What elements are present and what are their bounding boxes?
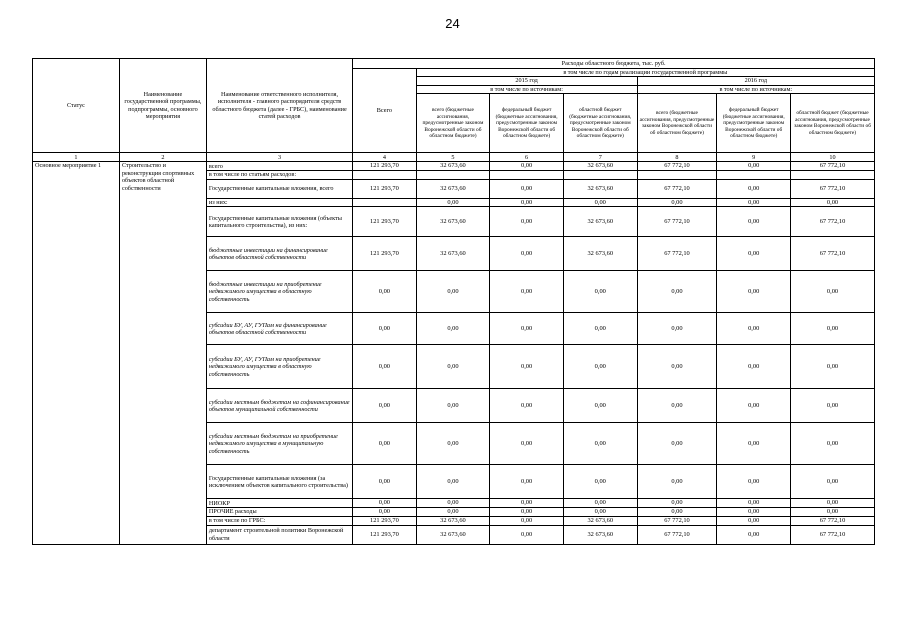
row-label: бюджетные инвестиции на приобретение недвижимого имущества в областную собственность [206,271,352,313]
value-cell: 0,00 [717,313,791,345]
value-cell: 0,00 [791,465,875,499]
value-cell: 0,00 [416,313,490,345]
value-cell [416,171,490,179]
value-cell: 67 772,10 [791,516,875,525]
value-cell: 67 772,10 [637,525,717,544]
value-cell: 0,00 [353,271,416,313]
row-label: субсидии местным бюджетам на софинансирование объектов муниципальной собственности [206,389,352,423]
value-cell: 0,00 [717,465,791,499]
by-years-header: в том числе по годам реализации государственной программы [416,69,874,77]
row-label: бюджетные инвестиции на финансирование объектов областной собственности [206,237,352,271]
value-cell [637,171,717,179]
col-number: 7 [563,153,637,162]
value-cell: 0,00 [416,345,490,389]
value-cell: 67 772,10 [637,179,717,198]
value-cell: 0,00 [490,198,564,207]
value-cell: 0,00 [717,207,791,237]
value-cell: 0,00 [490,499,564,508]
value-cell: 32 673,60 [416,237,490,271]
row-label: субсидии местным бюджетам на приобретение недвижимого имущества в муниципальную собственность [206,423,352,465]
value-cell: 0,00 [490,465,564,499]
col-number: 3 [206,153,352,162]
row-label: НИОКР [206,499,352,508]
value-cell [717,171,791,179]
value-cell: 121 293,70 [353,162,416,171]
col-number: 4 [353,153,416,162]
value-cell: 0,00 [353,389,416,423]
value-cell: 0,00 [717,389,791,423]
col-number: 9 [717,153,791,162]
value-cell: 0,00 [416,508,490,517]
value-cell: 121 293,70 [353,207,416,237]
value-cell: 67 772,10 [791,162,875,171]
value-cell: 0,00 [637,508,717,517]
value-cell: 0,00 [490,525,564,544]
value-cell: 67 772,10 [637,516,717,525]
regional-2015-header: областной бюджет (бюджетные ассигнования, предусмотренные законом Воронежской области об областном бюджете) [563,94,637,153]
col-number: 8 [637,153,717,162]
value-cell: 0,00 [717,345,791,389]
value-cell: 0,00 [791,345,875,389]
row-label: субсидии БУ, АУ, ГУПам на приобретение недвижимого имущества в областную собственность [206,345,352,389]
value-cell: 0,00 [490,389,564,423]
value-cell: 0,00 [717,237,791,271]
value-cell: 32 673,60 [563,516,637,525]
value-cell: 0,00 [563,423,637,465]
value-cell: 121 293,70 [353,516,416,525]
value-cell: 0,00 [717,499,791,508]
value-cell: 0,00 [791,271,875,313]
value-cell: 0,00 [563,198,637,207]
value-cell: 0,00 [717,508,791,517]
federal-2016-header: федеральный бюджет (бюджетные ассигнования, предусмотренные законом Воронежской области об областном бюджете) [717,94,791,153]
value-cell [791,171,875,179]
value-cell: 32 673,60 [563,179,637,198]
value-cell: 0,00 [637,198,717,207]
value-cell [353,198,416,207]
row-label: Государственные капитальные вложения (за исключением объектов капитального строительства) [206,465,352,499]
value-cell: 0,00 [353,508,416,517]
sources-2016-header: в том числе по источникам: [637,85,874,93]
row-label: департамент строительной политики Воронежской области [206,525,352,544]
col-number: 5 [416,153,490,162]
value-cell: 0,00 [637,313,717,345]
row-label: ПРОЧИЕ расходы [206,508,352,517]
value-cell: 67 772,10 [637,237,717,271]
value-cell: 0,00 [791,313,875,345]
value-cell: 0,00 [717,162,791,171]
value-cell [353,171,416,179]
value-cell: 32 673,60 [416,516,490,525]
value-cell: 0,00 [563,313,637,345]
value-cell: 0,00 [637,465,717,499]
total-2016-header: всего (бюджетные ассигнования, предусмотренные законом Воронежской области об областном бюджете) [637,94,717,153]
value-cell: 0,00 [563,345,637,389]
value-cell: 0,00 [490,271,564,313]
value-cell: 32 673,60 [563,237,637,271]
value-cell: 0,00 [637,271,717,313]
page-number: 24 [445,16,460,31]
value-cell: 0,00 [353,423,416,465]
value-cell: 67 772,10 [791,525,875,544]
value-cell: 0,00 [717,179,791,198]
value-cell: 67 772,10 [637,207,717,237]
value-cell: 67 772,10 [791,179,875,198]
value-cell: 67 772,10 [791,237,875,271]
row-label: всего [206,162,352,171]
value-cell: 0,00 [490,237,564,271]
value-cell: 0,00 [563,389,637,423]
col-number: 1 [33,153,120,162]
value-cell: 121 293,70 [353,525,416,544]
value-cell: 0,00 [490,516,564,525]
col-number: 10 [791,153,875,162]
row-label: Государственные капитальные вложения, всего [206,179,352,198]
total-header: Всего [353,69,416,153]
value-cell: 0,00 [490,423,564,465]
value-cell: 0,00 [416,198,490,207]
value-cell: 0,00 [563,271,637,313]
value-cell: 0,00 [490,345,564,389]
value-cell: 0,00 [416,499,490,508]
row-label: субсидии БУ, АУ, ГУПам на финансирование объектов областной собственности [206,313,352,345]
value-cell: 0,00 [353,313,416,345]
value-cell: 0,00 [717,525,791,544]
value-cell: 0,00 [416,389,490,423]
row-label: Государственные капитальные вложения (объекты капитального строительства), из них: [206,207,352,237]
federal-2015-header: федеральный бюджет (бюджетные ассигнования, предусмотренные законом Воронежской области об областном бюджете) [490,94,564,153]
value-cell: 0,00 [717,516,791,525]
value-cell: 32 673,60 [563,162,637,171]
year-2015-header: 2015 год [416,77,637,85]
value-cell: 0,00 [416,423,490,465]
year-2016-header: 2016 год [637,77,874,85]
program-header: Наименование государственной программы, подпрограммы, основного мероприятия [119,59,206,153]
regional-2016-header: областной бюджет (бюджетные ассигнования, предусмотренные законом Воронежской области об областном бюджете) [791,94,875,153]
value-cell: 0,00 [490,313,564,345]
value-cell: 0,00 [490,179,564,198]
status-header: Статус [33,59,120,153]
row-label: в том числе по статьям расходов: [206,171,352,179]
value-cell: 32 673,60 [416,179,490,198]
value-cell: 0,00 [637,389,717,423]
value-cell: 0,00 [717,423,791,465]
col-number: 2 [119,153,206,162]
value-cell: 0,00 [791,423,875,465]
value-cell: 0,00 [637,423,717,465]
value-cell: 0,00 [563,499,637,508]
value-cell: 121 293,70 [353,237,416,271]
value-cell: 32 673,60 [416,525,490,544]
row-label: из них: [206,198,352,207]
program-cell: Строительство и реконструкция спортивных объектов областной собственности [119,162,206,544]
value-cell [563,171,637,179]
value-cell: 0,00 [353,499,416,508]
value-cell: 0,00 [637,345,717,389]
value-cell: 32 673,60 [416,207,490,237]
sources-2015-header: в том числе по источникам: [416,85,637,93]
value-cell [490,171,564,179]
value-cell: 0,00 [563,465,637,499]
value-cell: 0,00 [490,162,564,171]
value-cell: 32 673,60 [563,207,637,237]
col-number: 6 [490,153,564,162]
total-2015-header: всего (бюджетные ассигнования, предусмотренные законом Воронежской области об областном бюджете) [416,94,490,153]
value-cell: 0,00 [490,207,564,237]
value-cell: 0,00 [563,508,637,517]
value-cell: 32 673,60 [563,525,637,544]
value-cell: 0,00 [353,465,416,499]
value-cell: 0,00 [637,499,717,508]
budget-table [32,58,875,545]
value-cell: 32 673,60 [416,162,490,171]
value-cell: 0,00 [791,389,875,423]
expenses-header: Расходы областного бюджета, тыс. руб. [353,59,875,69]
executor-header: Наименование ответственного исполнителя, исполнителя - главного распорядителя средств областного бюджета (далее - ГРБС), наименование статей расходов [206,59,352,153]
value-cell: 0,00 [416,465,490,499]
value-cell: 0,00 [416,271,490,313]
value-cell: 0,00 [791,499,875,508]
row-label: в том числе по ГРБС: [206,516,352,525]
value-cell: 67 772,10 [791,207,875,237]
value-cell: 0,00 [353,345,416,389]
status-cell: Основное мероприятие 1 [33,162,120,544]
value-cell: 0,00 [490,508,564,517]
value-cell: 0,00 [791,198,875,207]
value-cell: 0,00 [791,508,875,517]
value-cell: 0,00 [717,198,791,207]
value-cell: 67 772,10 [637,162,717,171]
value-cell: 121 293,70 [353,179,416,198]
value-cell: 0,00 [717,271,791,313]
